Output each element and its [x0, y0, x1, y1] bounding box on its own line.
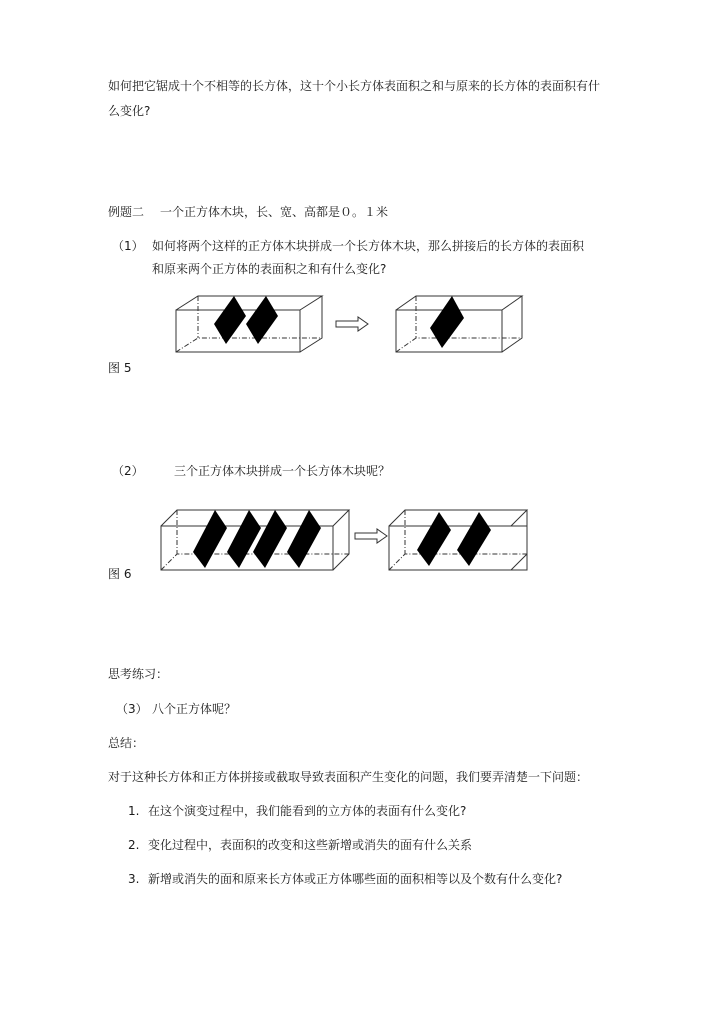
summary-item-2-text: 变化过程中，表面积的改变和这些新增或消失的面有什么关系: [148, 838, 473, 852]
left-joint-face-a: [214, 296, 246, 344]
hidden-edges: [396, 338, 522, 352]
summary-item-1-number: 1.: [128, 804, 140, 818]
summary-item-3-text: 新增或消失的面和原来长方体或正方体哪些面的面积相等以及个数有什么变化?: [148, 872, 563, 886]
right-joint-face-b: [457, 512, 491, 566]
question-1-number: （1）: [112, 239, 144, 253]
question-2-text: 三个正方体木块拼成一个长方体木块呢？: [174, 464, 391, 478]
practice-heading: 思考练习：: [108, 667, 169, 681]
question-1-line-1: 如何将两个这样的正方体木块拼成一个长方体木块，那么拼接后的长方体的表面积: [152, 239, 585, 253]
example-heading: 例题二: [108, 205, 145, 219]
question-3-number: （3）: [116, 702, 148, 716]
right-joint-face-a: [417, 512, 451, 566]
left-joint-face-b: [246, 296, 278, 344]
top-face: [396, 296, 522, 310]
top-face: [389, 510, 527, 526]
summary-item-1-text: 在这个演变过程中，我们能看到的立方体的表面有什么变化?: [148, 804, 467, 818]
question-1-line-2: 和原来两个正方体的表面积之和有什么变化?: [152, 262, 387, 276]
question-3-text: 八个正方体呢？: [152, 702, 237, 716]
hidden-edges: [389, 554, 527, 570]
right-face: [300, 296, 322, 352]
left-joint-face-b: [227, 510, 261, 568]
front-face: [389, 526, 527, 570]
right-face: [333, 510, 349, 570]
right-face: [511, 510, 527, 570]
intro-line-1: 如何把它锯成十个不相等的长方体，这十个小长方体表面积之和与原来的长方体的表面积有什: [108, 79, 601, 93]
right-arrow-icon: [336, 317, 368, 331]
summary-item-3-number: 3.: [128, 872, 140, 886]
right-joint-face: [430, 296, 464, 348]
question-2-number: （2）: [112, 464, 144, 478]
example-statement: 一个正方体木块，长、宽、高都是０。１米: [160, 205, 389, 219]
intro-line-2: 么变化?: [108, 104, 151, 118]
summary-intro: 对于这种长方体和正方体拼接或截取导致表面积产生变化的问题，我们要弄清楚一下问题：: [108, 770, 589, 784]
right-face: [502, 296, 522, 352]
figure-6-caption: 图 6: [108, 567, 132, 581]
figure-5-diagram: [170, 290, 530, 360]
left-joint-face-c: [253, 510, 287, 568]
summary-item-2-number: 2.: [128, 838, 140, 852]
figure-6-right-prism: [389, 510, 527, 570]
right-arrow-icon: [355, 529, 387, 543]
summary-heading: 总结：: [108, 736, 145, 750]
figure-5-caption: 图 5: [108, 361, 132, 375]
left-joint-face-a: [193, 510, 227, 568]
figure-6-diagram: [155, 500, 535, 578]
left-joint-face-d: [287, 510, 321, 568]
hidden-edges: [161, 554, 349, 570]
